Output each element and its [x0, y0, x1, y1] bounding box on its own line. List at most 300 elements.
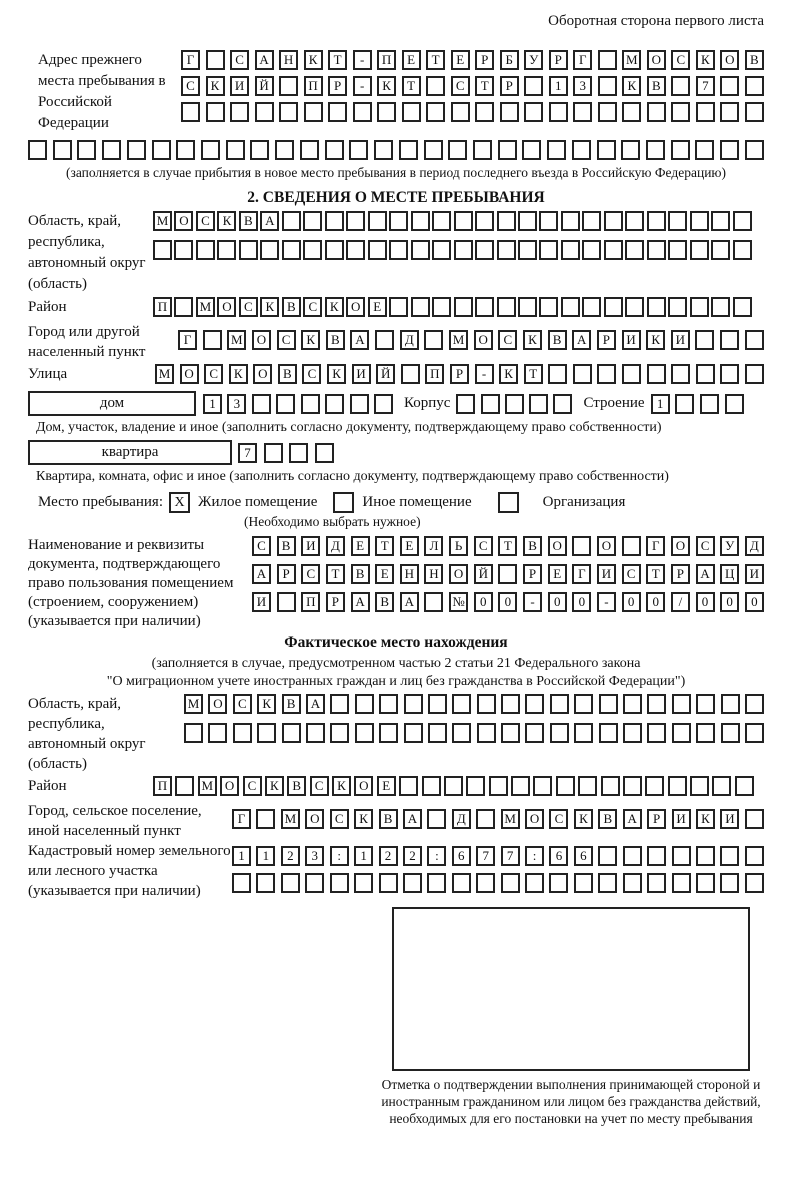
char-cell[interactable]: [696, 723, 715, 743]
char-cell[interactable]: [671, 76, 690, 96]
char-cell[interactable]: [553, 394, 572, 414]
char-cell[interactable]: [501, 723, 520, 743]
char-cell[interactable]: П: [425, 364, 444, 384]
char-cell[interactable]: [325, 140, 344, 160]
char-cell[interactable]: М: [622, 50, 641, 70]
char-cell[interactable]: [647, 723, 666, 743]
char-cell[interactable]: [712, 776, 731, 796]
char-cell[interactable]: [733, 297, 752, 317]
char-cell[interactable]: [196, 240, 215, 260]
char-cell[interactable]: [672, 694, 691, 714]
char-cell[interactable]: С: [302, 364, 321, 384]
char-cell[interactable]: [411, 297, 430, 317]
char-cell[interactable]: К: [696, 809, 715, 829]
char-cell[interactable]: Е: [368, 297, 387, 317]
char-cell[interactable]: О: [354, 776, 373, 796]
char-cell[interactable]: Т: [426, 50, 445, 70]
char-cell[interactable]: [315, 443, 334, 463]
char-cell[interactable]: [721, 694, 740, 714]
char-cell[interactable]: К: [646, 330, 665, 350]
char-cell[interactable]: 0: [720, 592, 739, 612]
char-cell[interactable]: [582, 297, 601, 317]
char-cell[interactable]: [623, 873, 642, 893]
char-cell[interactable]: [696, 694, 715, 714]
char-cell[interactable]: [404, 694, 423, 714]
char-cell[interactable]: Р: [277, 564, 296, 584]
char-cell[interactable]: [720, 102, 739, 122]
char-cell[interactable]: [206, 102, 225, 122]
char-cell[interactable]: [476, 873, 495, 893]
char-cell[interactable]: А: [252, 564, 271, 584]
char-cell[interactable]: Р: [328, 76, 347, 96]
char-cell[interactable]: [745, 846, 764, 866]
char-cell[interactable]: [671, 140, 690, 160]
char-cell[interactable]: [475, 102, 494, 122]
char-cell[interactable]: [325, 394, 344, 414]
char-cell[interactable]: [696, 364, 715, 384]
char-cell[interactable]: [720, 364, 739, 384]
char-cell[interactable]: -: [597, 592, 616, 612]
char-cell[interactable]: [672, 873, 691, 893]
char-cell[interactable]: [349, 140, 368, 160]
char-cell[interactable]: [733, 240, 752, 260]
checkbox-inoe[interactable]: [333, 492, 354, 513]
char-cell[interactable]: [424, 140, 443, 160]
char-cell[interactable]: [454, 211, 473, 231]
char-cell[interactable]: [282, 211, 301, 231]
char-cell[interactable]: [497, 240, 516, 260]
char-cell[interactable]: [368, 240, 387, 260]
char-cell[interactable]: [389, 297, 408, 317]
char-cell[interactable]: [646, 140, 665, 160]
char-cell[interactable]: Д: [745, 536, 764, 556]
char-cell[interactable]: Т: [498, 536, 517, 556]
char-cell[interactable]: Т: [524, 364, 543, 384]
char-cell[interactable]: [304, 102, 323, 122]
char-cell[interactable]: [720, 873, 739, 893]
char-cell[interactable]: М: [153, 211, 172, 231]
char-cell[interactable]: [275, 140, 294, 160]
char-cell[interactable]: [422, 776, 441, 796]
char-cell[interactable]: К: [265, 776, 284, 796]
char-cell[interactable]: В: [523, 536, 542, 556]
char-cell[interactable]: О: [720, 50, 739, 70]
char-cell[interactable]: [411, 240, 430, 260]
char-cell[interactable]: [647, 873, 666, 893]
char-cell[interactable]: 3: [573, 76, 592, 96]
char-cell[interactable]: С: [277, 330, 296, 350]
char-cell[interactable]: [282, 240, 301, 260]
char-cell[interactable]: [700, 394, 719, 414]
char-cell[interactable]: М: [449, 330, 468, 350]
char-cell[interactable]: [529, 394, 548, 414]
char-cell[interactable]: [533, 776, 552, 796]
char-cell[interactable]: А: [351, 592, 370, 612]
char-cell[interactable]: [448, 140, 467, 160]
char-cell[interactable]: [475, 211, 494, 231]
char-cell[interactable]: В: [548, 330, 567, 350]
char-cell[interactable]: О: [174, 211, 193, 231]
char-cell[interactable]: [505, 394, 524, 414]
char-cell[interactable]: [252, 394, 271, 414]
char-cell[interactable]: В: [239, 211, 258, 231]
char-cell[interactable]: Р: [597, 330, 616, 350]
char-cell[interactable]: К: [260, 297, 279, 317]
char-cell[interactable]: [279, 76, 298, 96]
char-cell[interactable]: К: [499, 364, 518, 384]
char-cell[interactable]: [647, 240, 666, 260]
char-cell[interactable]: [622, 536, 641, 556]
char-cell[interactable]: А: [623, 809, 642, 829]
char-cell[interactable]: П: [304, 76, 323, 96]
char-cell[interactable]: [548, 364, 567, 384]
char-cell[interactable]: А: [403, 809, 422, 829]
char-cell[interactable]: О: [253, 364, 272, 384]
char-cell[interactable]: [574, 723, 593, 743]
char-cell[interactable]: [745, 76, 764, 96]
char-cell[interactable]: Й: [255, 76, 274, 96]
char-cell[interactable]: 1: [232, 846, 251, 866]
char-cell[interactable]: [181, 102, 200, 122]
char-cell[interactable]: Г: [178, 330, 197, 350]
char-cell[interactable]: И: [301, 536, 320, 556]
char-cell[interactable]: [279, 102, 298, 122]
char-cell[interactable]: В: [326, 330, 345, 350]
char-cell[interactable]: №: [449, 592, 468, 612]
char-cell[interactable]: [174, 240, 193, 260]
char-cell[interactable]: О: [647, 50, 666, 70]
char-cell[interactable]: [250, 140, 269, 160]
char-cell[interactable]: [668, 240, 687, 260]
char-cell[interactable]: [623, 723, 642, 743]
char-cell[interactable]: А: [572, 330, 591, 350]
char-cell[interactable]: Е: [548, 564, 567, 584]
char-cell[interactable]: К: [327, 364, 346, 384]
char-cell[interactable]: [432, 240, 451, 260]
char-cell[interactable]: [524, 76, 543, 96]
char-cell[interactable]: В: [647, 76, 666, 96]
char-cell[interactable]: П: [153, 297, 172, 317]
char-cell[interactable]: Н: [400, 564, 419, 584]
char-cell[interactable]: [389, 211, 408, 231]
char-cell[interactable]: [549, 102, 568, 122]
char-cell[interactable]: [428, 694, 447, 714]
char-cell[interactable]: [432, 211, 451, 231]
char-cell[interactable]: [353, 102, 372, 122]
char-cell[interactable]: [264, 443, 283, 463]
char-cell[interactable]: [745, 873, 764, 893]
char-cell[interactable]: К: [696, 50, 715, 70]
char-cell[interactable]: [127, 140, 146, 160]
char-cell[interactable]: [379, 723, 398, 743]
char-cell[interactable]: И: [720, 809, 739, 829]
char-cell[interactable]: [501, 873, 520, 893]
char-cell[interactable]: [599, 694, 618, 714]
char-cell[interactable]: О: [220, 776, 239, 796]
char-cell[interactable]: М: [501, 809, 520, 829]
char-cell[interactable]: [233, 723, 252, 743]
char-cell[interactable]: [230, 102, 249, 122]
char-cell[interactable]: 0: [498, 592, 517, 612]
char-cell[interactable]: [518, 297, 537, 317]
char-cell[interactable]: [424, 330, 443, 350]
char-cell[interactable]: -: [475, 364, 494, 384]
char-cell[interactable]: [368, 211, 387, 231]
char-cell[interactable]: [306, 723, 325, 743]
char-cell[interactable]: Р: [549, 50, 568, 70]
char-cell[interactable]: [427, 809, 446, 829]
char-cell[interactable]: Е: [400, 536, 419, 556]
char-cell[interactable]: [597, 140, 616, 160]
char-cell[interactable]: [598, 102, 617, 122]
char-cell[interactable]: В: [598, 809, 617, 829]
char-cell[interactable]: [456, 394, 475, 414]
char-cell[interactable]: [671, 364, 690, 384]
char-cell[interactable]: [539, 211, 558, 231]
char-cell[interactable]: :: [427, 846, 446, 866]
char-cell[interactable]: К: [332, 776, 351, 796]
char-cell[interactable]: [276, 394, 295, 414]
char-cell[interactable]: [477, 723, 496, 743]
char-cell[interactable]: [174, 297, 193, 317]
char-cell[interactable]: [668, 211, 687, 231]
char-cell[interactable]: Д: [452, 809, 471, 829]
char-cell[interactable]: В: [282, 694, 301, 714]
char-cell[interactable]: 7: [501, 846, 520, 866]
checkbox-zhiloe[interactable]: X: [169, 492, 190, 513]
char-cell[interactable]: С: [252, 536, 271, 556]
char-cell[interactable]: [289, 443, 308, 463]
char-cell[interactable]: [597, 364, 616, 384]
char-cell[interactable]: [175, 776, 194, 796]
char-cell[interactable]: [389, 240, 408, 260]
char-cell[interactable]: [511, 776, 530, 796]
char-cell[interactable]: [375, 330, 394, 350]
char-cell[interactable]: И: [671, 330, 690, 350]
char-cell[interactable]: М: [198, 776, 217, 796]
char-cell[interactable]: Р: [475, 50, 494, 70]
char-cell[interactable]: [711, 211, 730, 231]
char-cell[interactable]: [402, 102, 421, 122]
char-cell[interactable]: 6: [452, 846, 471, 866]
char-cell[interactable]: [399, 140, 418, 160]
char-cell[interactable]: [598, 50, 617, 70]
char-cell[interactable]: Р: [523, 564, 542, 584]
char-cell[interactable]: [477, 694, 496, 714]
char-cell[interactable]: 7: [696, 76, 715, 96]
char-cell[interactable]: С: [301, 564, 320, 584]
char-cell[interactable]: Р: [326, 592, 345, 612]
char-cell[interactable]: К: [304, 50, 323, 70]
char-cell[interactable]: С: [310, 776, 329, 796]
char-cell[interactable]: [598, 76, 617, 96]
char-cell[interactable]: О: [449, 564, 468, 584]
char-cell[interactable]: [550, 723, 569, 743]
char-cell[interactable]: [201, 140, 220, 160]
char-cell[interactable]: [604, 211, 623, 231]
char-cell[interactable]: У: [524, 50, 543, 70]
char-cell[interactable]: [452, 873, 471, 893]
char-cell[interactable]: [330, 723, 349, 743]
char-cell[interactable]: /: [671, 592, 690, 612]
char-cell[interactable]: [720, 846, 739, 866]
char-cell[interactable]: С: [239, 297, 258, 317]
char-cell[interactable]: [153, 240, 172, 260]
char-cell[interactable]: [518, 211, 537, 231]
char-cell[interactable]: П: [377, 50, 396, 70]
char-cell[interactable]: Н: [279, 50, 298, 70]
char-cell[interactable]: 7: [476, 846, 495, 866]
char-cell[interactable]: А: [255, 50, 274, 70]
char-cell[interactable]: [208, 723, 227, 743]
char-cell[interactable]: [239, 240, 258, 260]
char-cell[interactable]: [475, 240, 494, 260]
char-cell[interactable]: 6: [574, 846, 593, 866]
char-cell[interactable]: [539, 297, 558, 317]
char-cell[interactable]: Т: [375, 536, 394, 556]
char-cell[interactable]: [374, 394, 393, 414]
char-cell[interactable]: [454, 297, 473, 317]
char-cell[interactable]: С: [303, 297, 322, 317]
char-cell[interactable]: [303, 211, 322, 231]
char-cell[interactable]: [428, 723, 447, 743]
char-cell[interactable]: [300, 140, 319, 160]
char-cell[interactable]: А: [350, 330, 369, 350]
char-cell[interactable]: [695, 330, 714, 350]
char-cell[interactable]: 1: [256, 846, 275, 866]
char-cell[interactable]: [578, 776, 597, 796]
char-cell[interactable]: [379, 873, 398, 893]
char-cell[interactable]: Г: [572, 564, 591, 584]
char-cell[interactable]: [696, 846, 715, 866]
char-cell[interactable]: [500, 102, 519, 122]
char-cell[interactable]: [647, 102, 666, 122]
char-cell[interactable]: 2: [281, 846, 300, 866]
char-cell[interactable]: [102, 140, 121, 160]
char-cell[interactable]: Р: [671, 564, 690, 584]
char-cell[interactable]: [260, 240, 279, 260]
char-cell[interactable]: [399, 776, 418, 796]
char-cell[interactable]: [745, 102, 764, 122]
char-cell[interactable]: П: [301, 592, 320, 612]
char-cell[interactable]: [77, 140, 96, 160]
char-cell[interactable]: [497, 297, 516, 317]
char-cell[interactable]: И: [597, 564, 616, 584]
char-cell[interactable]: [625, 297, 644, 317]
char-cell[interactable]: К: [622, 76, 641, 96]
char-cell[interactable]: :: [525, 846, 544, 866]
char-cell[interactable]: [720, 330, 739, 350]
char-cell[interactable]: [432, 297, 451, 317]
char-cell[interactable]: 0: [745, 592, 764, 612]
char-cell[interactable]: С: [498, 330, 517, 350]
char-cell[interactable]: [604, 297, 623, 317]
char-cell[interactable]: [454, 240, 473, 260]
char-cell[interactable]: [424, 592, 443, 612]
char-cell[interactable]: [404, 723, 423, 743]
char-cell[interactable]: [206, 50, 225, 70]
char-cell[interactable]: Г: [573, 50, 592, 70]
char-cell[interactable]: К: [523, 330, 542, 350]
char-cell[interactable]: Р: [450, 364, 469, 384]
char-cell[interactable]: П: [153, 776, 172, 796]
char-cell[interactable]: Т: [328, 50, 347, 70]
char-cell[interactable]: В: [379, 809, 398, 829]
char-cell[interactable]: С: [474, 536, 493, 556]
char-cell[interactable]: Д: [326, 536, 345, 556]
char-cell[interactable]: [473, 140, 492, 160]
char-cell[interactable]: И: [672, 809, 691, 829]
char-cell[interactable]: Е: [451, 50, 470, 70]
char-cell[interactable]: [601, 776, 620, 796]
char-cell[interactable]: 0: [474, 592, 493, 612]
char-cell[interactable]: К: [325, 297, 344, 317]
char-cell[interactable]: С: [196, 211, 215, 231]
char-cell[interactable]: [572, 536, 591, 556]
char-cell[interactable]: [281, 873, 300, 893]
char-cell[interactable]: К: [301, 330, 320, 350]
char-cell[interactable]: К: [217, 211, 236, 231]
char-cell[interactable]: К: [574, 809, 593, 829]
char-cell[interactable]: 1: [354, 846, 373, 866]
char-cell[interactable]: [374, 140, 393, 160]
char-cell[interactable]: [690, 297, 709, 317]
char-cell[interactable]: К: [206, 76, 225, 96]
char-cell[interactable]: С: [451, 76, 470, 96]
char-cell[interactable]: [598, 846, 617, 866]
char-cell[interactable]: [203, 330, 222, 350]
char-cell[interactable]: [325, 240, 344, 260]
char-cell[interactable]: [647, 211, 666, 231]
char-cell[interactable]: [176, 140, 195, 160]
char-cell[interactable]: [556, 776, 575, 796]
char-cell[interactable]: [524, 102, 543, 122]
char-cell[interactable]: -: [353, 50, 372, 70]
char-cell[interactable]: А: [260, 211, 279, 231]
char-cell[interactable]: [582, 211, 601, 231]
char-cell[interactable]: О: [305, 809, 324, 829]
char-cell[interactable]: [711, 297, 730, 317]
char-cell[interactable]: О: [217, 297, 236, 317]
char-cell[interactable]: [711, 240, 730, 260]
char-cell[interactable]: В: [278, 364, 297, 384]
char-cell[interactable]: О: [346, 297, 365, 317]
char-cell[interactable]: С: [243, 776, 262, 796]
char-cell[interactable]: [411, 211, 430, 231]
char-cell[interactable]: [303, 240, 322, 260]
char-cell[interactable]: [53, 140, 72, 160]
char-cell[interactable]: [671, 102, 690, 122]
char-cell[interactable]: А: [400, 592, 419, 612]
char-cell[interactable]: [403, 873, 422, 893]
char-cell[interactable]: [672, 723, 691, 743]
char-cell[interactable]: [572, 140, 591, 160]
char-cell[interactable]: [625, 211, 644, 231]
char-cell[interactable]: С: [230, 50, 249, 70]
char-cell[interactable]: Г: [181, 50, 200, 70]
char-cell[interactable]: [346, 211, 365, 231]
char-cell[interactable]: [622, 102, 641, 122]
char-cell[interactable]: [721, 723, 740, 743]
char-cell[interactable]: [573, 364, 592, 384]
char-cell[interactable]: Т: [475, 76, 494, 96]
char-cell[interactable]: -: [523, 592, 542, 612]
char-cell[interactable]: [489, 776, 508, 796]
char-cell[interactable]: В: [282, 297, 301, 317]
char-cell[interactable]: [574, 873, 593, 893]
char-cell[interactable]: [622, 364, 641, 384]
char-cell[interactable]: О: [252, 330, 271, 350]
